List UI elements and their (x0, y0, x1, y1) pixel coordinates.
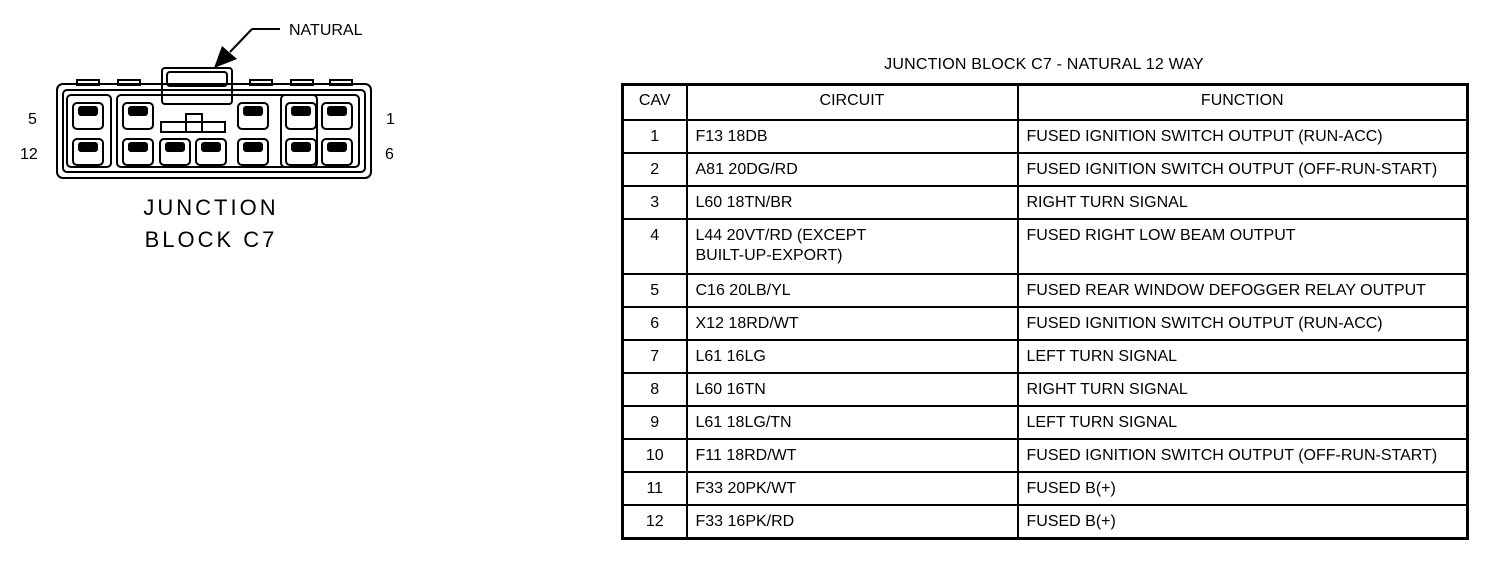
cavity-2 (286, 103, 316, 129)
cell-cav: 5 (623, 274, 687, 307)
circuit-line1: L60 18TN/BR (695, 194, 793, 211)
circuit-line1: L61 16LG (695, 348, 766, 365)
circuit-line1: L61 18LG/TN (695, 414, 792, 431)
cell-circuit (687, 307, 1018, 340)
circuit-line1: F13 18DB (695, 128, 768, 145)
table-row (623, 439, 1468, 472)
cell-function: FUSED IGNITION SWITCH OUTPUT (OFF-RUN-START) (1018, 153, 1468, 186)
cell-function: FUSED IGNITION SWITCH OUTPUT (OFF-RUN-START) (1018, 439, 1468, 472)
header-cav: CAV (623, 85, 687, 121)
cell-cav: 4 (623, 219, 687, 274)
cavity-4 (123, 103, 153, 129)
cell-function: FUSED B(+) (1018, 472, 1468, 505)
cavity-9 (196, 139, 226, 165)
cell-function: FUSED RIGHT LOW BEAM OUTPUT (1018, 219, 1468, 274)
circuit-line2: BUILT-UP-EXPORT) (695, 247, 843, 264)
table-row (623, 120, 1468, 153)
cell-cav: 6 (623, 307, 687, 340)
pin-table-body (623, 120, 1468, 539)
table-row (623, 406, 1468, 439)
circuit-line1: A81 20DG/RD (695, 161, 798, 178)
cell-circuit (687, 219, 1018, 274)
cell-cav: 9 (623, 406, 687, 439)
table-row (623, 186, 1468, 219)
table-row (623, 373, 1468, 406)
cell-circuit (687, 439, 1018, 472)
cavity-10 (160, 139, 190, 165)
terminal-cavities (73, 103, 352, 165)
header-circuit: CIRCUIT (687, 85, 1018, 121)
label-cavity-6: 6 (385, 146, 394, 163)
cell-cav: 12 (623, 505, 687, 539)
cell-cav: 10 (623, 439, 687, 472)
cell-cav: 11 (623, 472, 687, 505)
cell-circuit (687, 406, 1018, 439)
label-cavity-5: 5 (28, 111, 37, 128)
cell-circuit (687, 120, 1018, 153)
circuit-line1: F33 20PK/WT (695, 480, 796, 497)
table-row (623, 505, 1468, 539)
cell-circuit (687, 472, 1018, 505)
cavity-8 (238, 139, 268, 165)
circuit-line1: C16 20LB/YL (695, 282, 791, 299)
cavity-12 (73, 139, 103, 165)
header-function: FUNCTION (1018, 85, 1468, 121)
label-cavity-12: 12 (20, 146, 38, 163)
table-row (623, 340, 1468, 373)
cell-function: LEFT TURN SIGNAL (1018, 406, 1468, 439)
circuit-line1: F33 16PK/RD (695, 513, 795, 530)
cell-function: RIGHT TURN SIGNAL (1018, 186, 1468, 219)
table-row (623, 472, 1468, 505)
cell-cav: 7 (623, 340, 687, 373)
cell-circuit (687, 186, 1018, 219)
cell-function: LEFT TURN SIGNAL (1018, 340, 1468, 373)
circuit-line1: X12 18RD/WT (695, 315, 799, 332)
table-row (623, 219, 1468, 274)
pointer-arrow (214, 29, 280, 68)
cell-function: FUSED IGNITION SWITCH OUTPUT (RUN-ACC) (1018, 307, 1468, 340)
table-row (623, 153, 1468, 186)
cell-function: FUSED B(+) (1018, 505, 1468, 539)
cavity-5 (73, 103, 103, 129)
pin-table (621, 83, 1469, 540)
cell-circuit (687, 340, 1018, 373)
cell-cav: 8 (623, 373, 687, 406)
cavity-1 (322, 103, 352, 129)
cell-circuit (687, 153, 1018, 186)
circuit-line1: L60 16TN (695, 381, 766, 398)
table-header-row (623, 85, 1468, 121)
cell-cav: 2 (623, 153, 687, 186)
natural-label: NATURAL (289, 22, 363, 39)
cell-circuit (687, 505, 1018, 539)
cell-circuit (687, 373, 1018, 406)
cell-function: FUSED IGNITION SWITCH OUTPUT (RUN-ACC) (1018, 120, 1468, 153)
table-row (623, 274, 1468, 307)
table-row (623, 307, 1468, 340)
cell-cav: 3 (623, 186, 687, 219)
connector-name-line1: JUNCTION (143, 195, 279, 220)
cavity-7 (286, 139, 316, 165)
label-cavity-1: 1 (386, 111, 395, 128)
cavity-11 (123, 139, 153, 165)
cell-cav: 1 (623, 120, 687, 153)
connector-name-line2: BLOCK C7 (144, 227, 278, 252)
circuit-line1: F11 18RD/WT (695, 447, 797, 464)
table-title: JUNCTION BLOCK C7 - NATURAL 12 WAY (884, 56, 1204, 73)
cell-function: RIGHT TURN SIGNAL (1018, 373, 1468, 406)
cavity-3 (238, 103, 268, 129)
cell-function: FUSED REAR WINDOW DEFOGGER RELAY OUTPUT (1018, 274, 1468, 307)
connector-diagram (0, 0, 440, 270)
circuit-line1: L44 20VT/RD (EXCEPT (695, 227, 867, 244)
cell-circuit (687, 274, 1018, 307)
cavity-6 (322, 139, 352, 165)
